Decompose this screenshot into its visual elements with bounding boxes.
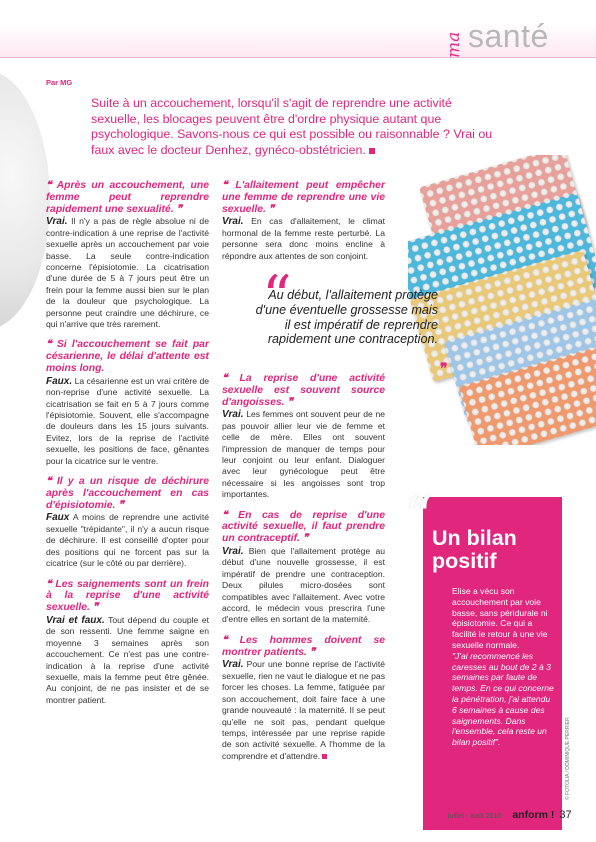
column-middle	[222, 180, 385, 771]
question-heading: ❝ Si l'accouchement se fait par césarienne, le délai d'attente est moins long.	[46, 339, 209, 375]
verdict: Vrai.	[222, 409, 244, 421]
quote-close-icon: ❞	[309, 646, 316, 658]
quote-open-icon: ❝	[222, 180, 228, 191]
box-paragraph: Elise a vécu son accouchement par voie basse, sans péridurale ni épisiotomie. Ce qui a facilité le retour à une vie sexuelle normale.	[452, 586, 548, 650]
intro-paragraph	[91, 96, 501, 158]
answer-paragraph: Vrai et faux. Tout dépend du couple et de son ressenti. Une femme saigne en moyenne 3 semaines après son accouchement. Ce n'est pas une contre-indication à la reprise d'une activité sexuelle, mais la femme peut être gênée. Au conjoint, de ne pas insister et de se montrer patient.	[46, 614, 209, 705]
quote-close-icon: ❞	[118, 499, 124, 511]
quote-close-icon: ❞	[302, 533, 309, 545]
byline: Par MG	[46, 78, 73, 87]
column-left	[46, 180, 209, 715]
photo-credit: © FOTOLIA / DOMINIQUE PERRIER	[565, 717, 571, 800]
quote-open-icon: ❝	[46, 339, 52, 351]
question-heading: ❝ En cas de reprise d'une activité sexuelle, il faut prendre un contraceptif. ❞	[222, 509, 385, 545]
verdict: Vrai.	[222, 546, 244, 558]
pull-quote: Au début, l'allaitement protège d'une éventuelle grossesse mais il est impératif de reprendre rapidement une contraception.	[255, 288, 438, 347]
quote-open-icon: ❝	[222, 373, 228, 385]
verdict: Faux.	[46, 375, 73, 387]
quote-open-icon: ❝	[222, 634, 228, 646]
intro-text: Suite à un accouchement, lorsqu'il s'agit de reprendre une activité sexuelle, les blocages peuvent être d'ordre physique autant que psychologique. Savons-nous ce qui est possible ou raisonnable ? Vrai ou faux avec le docteur Denhez, gynéco-obstétricien.	[91, 96, 493, 157]
header-divider	[0, 57, 596, 58]
end-square	[369, 148, 375, 154]
quote-close-icon: ❞	[268, 203, 275, 215]
question-heading: ❝ Après un accouchement, une femme peut reprendre rapidement une sexualité. ❞	[46, 180, 209, 215]
answer-paragraph: Faux A moins de reprendre une activité sexuelle "trépidante", il n'y a aucun risque de déchirure. Il est conseillé d'opter pour des positions qui ne forcent pas sur la cicatrice (sur le côté ou par derrière).	[46, 512, 209, 569]
question-heading: ❝ L'allaitement peut empêcher une femme de reprendre une vie sexuelle. ❞	[222, 180, 385, 215]
verdict: Faux	[46, 512, 70, 524]
question-heading: ❝ Il y a un risque de déchirure après l'accouchement en cas d'épisiotomie. ❞	[46, 476, 209, 511]
pullquote-open-icon: “	[262, 263, 292, 331]
quote-close-icon: ❞	[176, 203, 183, 215]
issue-date: juillet - août 2010	[448, 813, 502, 820]
footer-square	[505, 813, 510, 818]
quote-open-icon: ❝	[222, 509, 228, 521]
quote-close-icon: ❞	[287, 396, 294, 408]
decorative-bubble-image	[0, 70, 50, 330]
quote-open-icon: ❝	[46, 578, 52, 590]
question-heading: ❝ Les saignements sont un frein à la reprise d'une activité sexuelle. ❞	[46, 578, 209, 614]
answer-paragraph: Vrai. Il n'y a pas de règle absolue ni de contre-indication à une reprise de l'activité sexuelle après un accouchement par voie basse. La seule contre-indication concerne l'épisiotomie. La cicatrisation d'une durée de 5 à 7 jours peut être un frein pour la femme aussi bien sur le plan de la douleur que psychologique. La personne peut craindre une déchirure, ce qui n'arrive que très rarement.	[46, 216, 209, 330]
quote-close-icon: ❞	[92, 602, 99, 614]
answer-paragraph: Faux. La césarienne est un vrai critère de non-reprise d'une activité sexuelle. La cicatrisation se fait en 5 à 7 jours comme l'épisiotomie. Souvent, elle s'accompagne de douleurs dans les 15 jours suivants. Evitez, lors de la reprise de l'activité sexuelle, les positions de face, gênantes pour la cicatrice sur le ventre.	[46, 375, 210, 466]
answer-paragraph: Vrai. En cas d'allaitement, le climat hormonal de la femme reste perturbé. La personne sera donc moins encline à répondre aux attentes de son conjoint.	[222, 216, 385, 261]
page-number: 37	[559, 809, 572, 821]
pullquote-close-icon: ❞	[440, 360, 448, 376]
verdict: Vrai et faux.	[46, 614, 105, 626]
box-quote-icon: “	[403, 483, 434, 553]
box-text	[452, 586, 555, 748]
answer-paragraph: Vrai. Pour une bonne reprise de l'activité sexuelle, rien ne vaut le dialogue et ne pas forcer les choses. La femme, fatiguée par son accouchement, doit faire face à une grande nouveauté : la maternité. Il se peut qu'elle ne soit pas, pendant quelque temps, intéressée par une reprise rapide de son activité sexuelle. A l'homme de la comprendre et d'attendre.	[222, 659, 386, 761]
section-title: santé	[468, 18, 549, 54]
answer-paragraph: Vrai. Les femmes ont souvent peur de ne pas pouvoir allier leur vie de femme et celle de mère. Elles ont souvent l'impression de manquer de temps pour leur conjoint ou leur enfant. Dialoguer avec leur gynécologue peut être nécessaire si les angoisses sont trop importantes.	[222, 409, 386, 500]
verdict: Vrai.	[222, 216, 244, 228]
box-quote-text: "J'ai recommencé les caresses au bout de 2 à 3 semaines par faute de temps. En ce qui concerne la pénétration, j'ai attendu 6 semaines à cause des saignements. Dans l'ensemble, cela reste un bilan positif".	[452, 650, 554, 748]
quote-open-icon: ❝	[46, 476, 52, 488]
verdict: Vrai.	[46, 216, 68, 228]
box-title: Un bilan positif	[432, 526, 517, 573]
question-heading: ❝ La reprise d'une activité sexuelle est souvent source d'angoisses. ❞	[222, 373, 386, 408]
end-square	[322, 754, 327, 759]
page-footer	[448, 809, 572, 821]
quote-open-icon: ❝	[46, 180, 52, 191]
magazine-name: anform !	[512, 809, 555, 821]
answer-paragraph: Vrai. Bien que l'allaitement protège au début d'une nouvelle grossesse, il est impératif de prendre une contraception. Deux pilules micro-dosées sont compatibles avec l'allaitement. Avec votre accord, le médecin vous prescrira l'une d'entre elles en sortant de la maternité.	[222, 546, 385, 625]
verdict: Vrai.	[222, 659, 244, 671]
section-prefix: ma	[444, 31, 464, 58]
question-heading: ❝ Les hommes doivent se montrer patients. ❞	[222, 634, 385, 658]
